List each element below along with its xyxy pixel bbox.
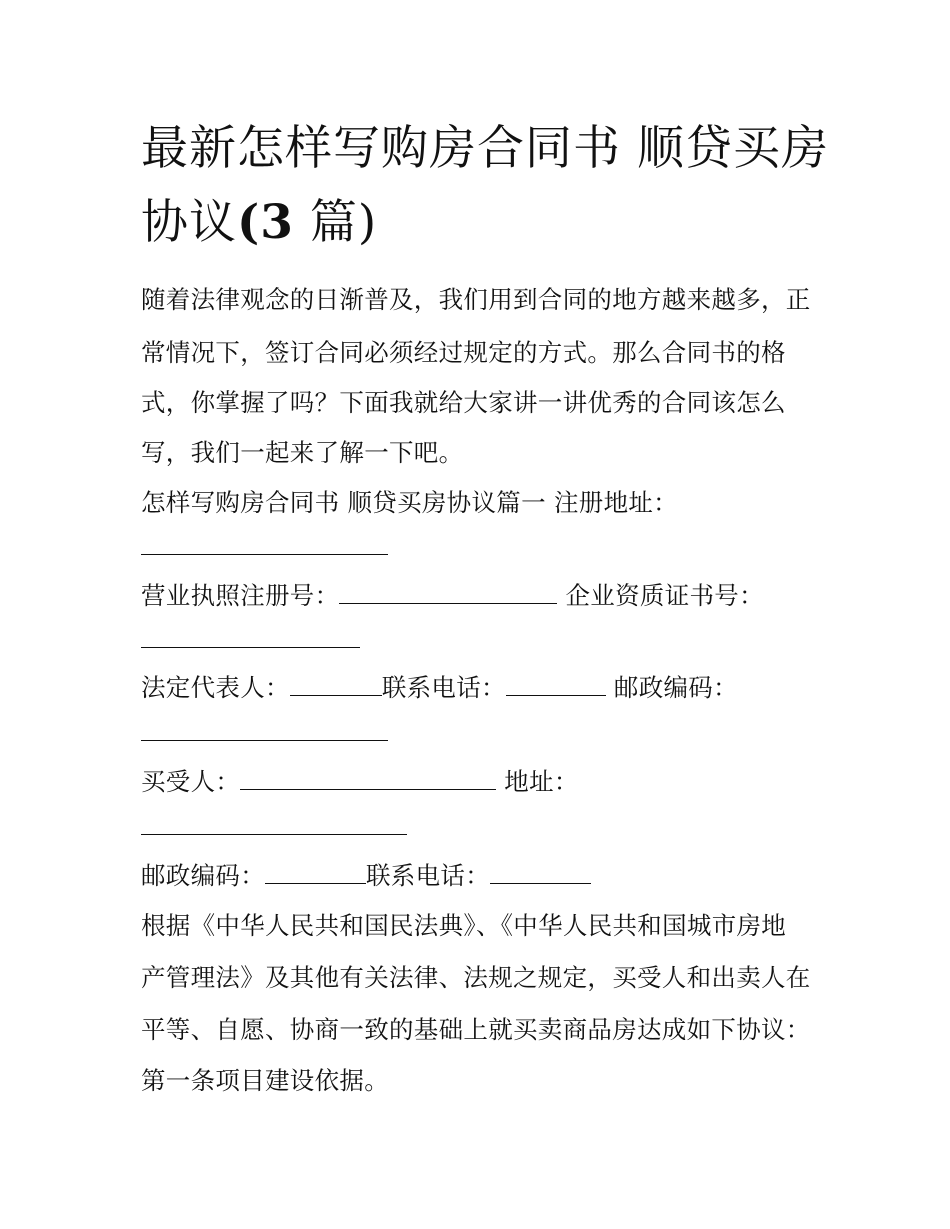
seller-postcode-blank-line — [141, 718, 388, 748]
qualification-label: 企业资质证书号： — [557, 581, 764, 610]
seller-phone-label: 联系电话： — [381, 673, 506, 702]
section-heading: 怎样写购房合同书 顺贷买房协议篇一 注册地址： — [141, 488, 678, 517]
seller-postcode-blank[interactable] — [141, 718, 388, 741]
buyer-contact-row — [141, 861, 591, 891]
legal-rep-row — [141, 673, 738, 703]
buyer-address-blank-line — [141, 812, 407, 842]
buyer-postcode-label: 邮政编码： — [141, 861, 265, 890]
buyer-label: 买受人： — [141, 767, 241, 796]
qualification-blank-line — [141, 625, 360, 655]
body-line-4: 第一条项目建设依据。 — [141, 1066, 389, 1095]
business-license-label: 营业执照注册号： — [141, 581, 340, 610]
intro-line-4: 写，我们一起来了解一下吧。 — [141, 438, 464, 467]
title-text-main: 最新怎样写购房合同书 顺贷买房协议 — [141, 121, 829, 250]
buyer-blank[interactable] — [240, 767, 496, 790]
title-text-suffix: 篇) — [293, 195, 378, 250]
business-license-blank[interactable] — [339, 581, 557, 604]
buyer-address-label: 地址： — [496, 767, 579, 796]
body-line-2: 产管理法》及其他有关法律、法规之规定，买受人和出卖人在 — [141, 963, 811, 992]
buyer-postcode-blank[interactable] — [265, 861, 366, 884]
registered-address-blank[interactable] — [141, 532, 388, 555]
seller-phone-blank[interactable] — [506, 673, 606, 696]
intro-line-1: 随着法律观念的日渐普及，我们用到合同的地方越来越多，正 — [141, 285, 811, 314]
buyer-phone-label: 联系电话： — [366, 861, 490, 890]
registered-address-line — [141, 532, 388, 562]
body-line-3: 平等、自愿、协商一致的基础上就买卖商品房达成如下协议： — [141, 1015, 811, 1044]
buyer-row — [141, 767, 579, 797]
title-text-count: (3 — [237, 195, 294, 250]
document-title — [141, 112, 831, 260]
buyer-phone-blank[interactable] — [490, 861, 591, 884]
buyer-address-blank[interactable] — [141, 812, 407, 835]
legal-rep-label: 法定代表人： — [141, 673, 290, 702]
intro-line-2: 常情况下，签订合同必须经过规定的方式。那么合同书的格 — [141, 338, 786, 367]
qualification-blank[interactable] — [141, 625, 360, 648]
body-line-1: 根据《中华人民共和国民法典》、《中华人民共和国城市房地 — [141, 911, 787, 940]
license-row — [141, 581, 764, 611]
legal-rep-blank[interactable] — [290, 673, 382, 696]
seller-postcode-label: 邮政编码： — [605, 673, 738, 702]
intro-line-3: 式，你掌握了吗？下面我就给大家讲一讲优秀的合同该怎么 — [141, 388, 786, 417]
